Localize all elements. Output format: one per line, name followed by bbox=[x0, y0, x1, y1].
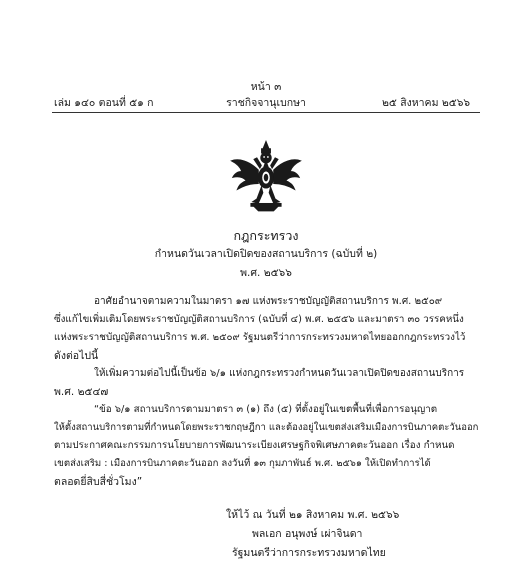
gazette-date: ๒๕ สิงหาคม ๒๕๖๖ bbox=[382, 97, 471, 109]
body-line: อาศัยอำนาจตามความในมาตรา ๑๗ แห่งพระราชบัญญัติสถานบริการ พ.ศ. ๒๕๐๙ bbox=[94, 296, 443, 307]
volume-issue: เล่ม ๑๔๐ ตอนที่ ๕๑ ก bbox=[54, 97, 154, 109]
body-line: ดังต่อไปนี้ bbox=[54, 350, 99, 362]
body-line: ซึ่งแก้ไขเพิ่มเติมโดยพระราชบัญญัติสถานบริการ (ฉบับที่ ๔) พ.ศ. ๒๕๕๖ และมาตรา ๓๐ วรรคหนึ่ง bbox=[54, 314, 464, 325]
body-line: ตลอดยี่สิบสี่ชั่วโมง” bbox=[54, 476, 143, 488]
gazette-name: ราชกิจจานุเบกษา bbox=[226, 97, 306, 109]
header-rule bbox=[52, 112, 480, 113]
body-line: พ.ศ. ๒๕๔๗ bbox=[54, 386, 109, 398]
body-line: แห่งพระราชบัญญัติสถานบริการ พ.ศ. ๒๕๐๙ รัฐมนตรีว่าการกระทรวงมหาดไทยออกกฎกระทรวงไว้ bbox=[54, 332, 466, 343]
doc-title: กฎกระทรวง bbox=[233, 228, 299, 243]
body-line: เขตส่งเสริม : เมืองการบินภาคตะวันออก ลงวันที่ ๑๓ กุมภาพันธ์ พ.ศ. ๒๕๖๑ ให้เปิดทำการได้ bbox=[54, 458, 431, 469]
body-line: “ข้อ ๖/๑ สถานบริการตามมาตรา ๓ (๑) ถึง (๕) ที่ตั้งอยู่ในเขตพื้นที่เพื่อการอนุญาต bbox=[94, 404, 438, 415]
doc-year: พ.ศ. ๒๕๖๖ bbox=[240, 267, 292, 279]
body-line: ตามประกาศคณะกรรมการนโยบายการพัฒนาระเบียงเศรษฐกิจพิเศษภาคตะวันออก เรื่อง กำหนด bbox=[54, 440, 455, 451]
signatory-position: รัฐมนตรีว่าการกระทรวงมหาดไทย bbox=[232, 547, 386, 559]
doc-subtitle: กำหนดวันเวลาเปิดปิดของสถานบริการ (ฉบับที่ ๒) bbox=[154, 248, 378, 260]
body-line: ให้เพิ่มความต่อไปนี้เป็นข้อ ๖/๑ แห่งกฎกระทรวงกำหนดวันเวลาเปิดปิดของสถานบริการ bbox=[94, 368, 465, 379]
given-date: ให้ไว้ ณ วันที่ ๒๑ สิงหาคม พ.ศ. ๒๕๖๖ bbox=[226, 509, 400, 521]
body-line: ให้ตั้งสถานบริการตามที่กำหนดโดยพระราชกฤษฎีกา และต้องอยู่ในเขตส่งเสริมเมืองการบินภาคตะวันออก bbox=[54, 422, 479, 433]
page-number: หน้า ๓ bbox=[250, 81, 282, 93]
signatory-name: พลเอก อนุพงษ์ เผ่าจินดา bbox=[252, 528, 363, 540]
garuda-emblem-icon bbox=[228, 138, 304, 214]
